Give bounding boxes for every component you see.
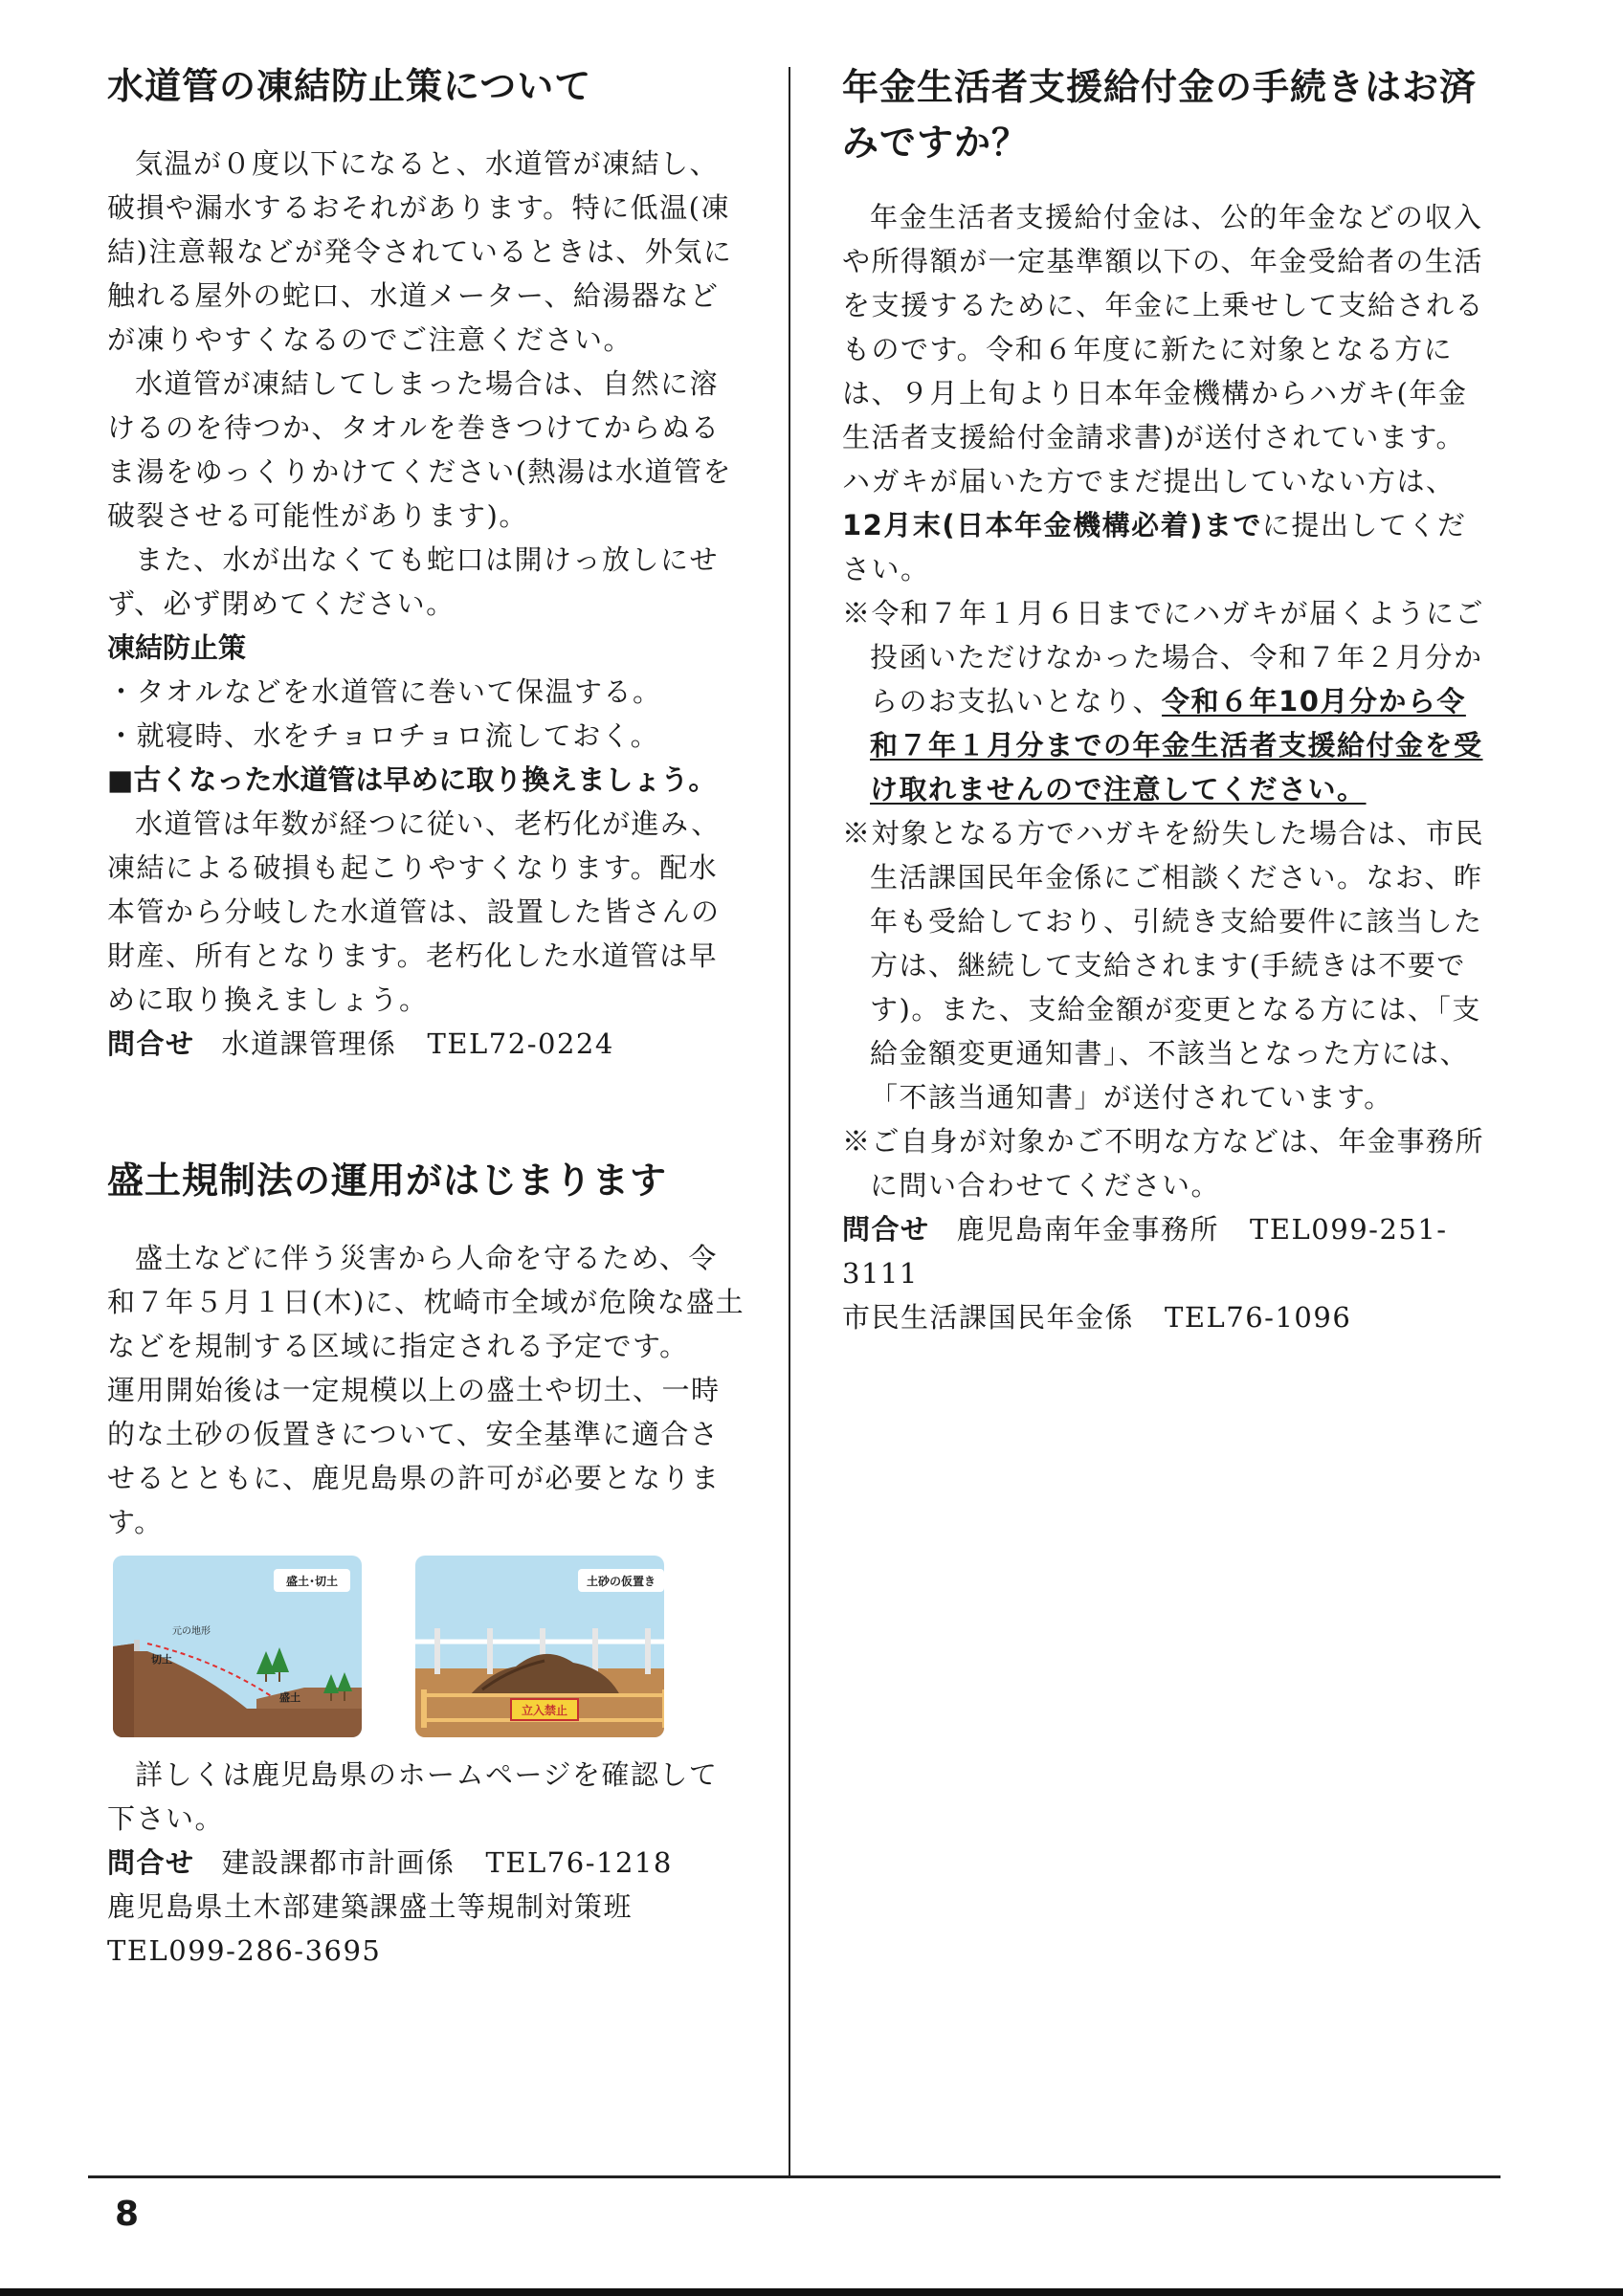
embankment-paragraph-2: 運用開始後は一定規模以上の盛土や切土、一時的な土砂の仮置きについて、安全基準に適合させるとともに、鹿児島県の許可が必要となります。	[107, 1374, 721, 1538]
pension-section	[842, 59, 1493, 1339]
contact-tel: TEL76-1218	[485, 1846, 673, 1879]
contact-label: 問合せ	[107, 1846, 195, 1879]
frozen-pipe-title: 水道管の凍結防止策について	[107, 65, 592, 107]
column-divider	[789, 67, 790, 2176]
pension-text: に提出してください。	[842, 509, 1467, 585]
fig1-badge: 盛土･切土	[285, 1575, 339, 1588]
contact-line-2: 鹿児島県土木部建築課盛土等規制対策班	[107, 1890, 634, 1923]
frozen-pipe-paragraph-2: 水道管が凍結してしまった場合は、自然に溶けるのを待つか、タオルを巻きつけてからぬるま湯をゆっくりかけてください(熱湯は水道管を破裂させる可能性があります)。	[107, 367, 733, 532]
replace-pipe-paragraph: 水道管は年数が経つに従い、老朽化が進み、凍結による破損も起こりやすくなります。配水本管から分岐した水道管は、設置した皆さんの財産、所有となります。老朽化した水道管は早めに取り換えましょう。	[107, 807, 721, 1016]
temporary-soil-illustration	[415, 1556, 664, 1737]
measure-item: ・タオルなどを水道管に巻いて保温する。	[107, 675, 662, 708]
embankment-section	[107, 1154, 746, 1973]
contact-tel-2: TEL099-286-3695	[107, 1934, 382, 1967]
contact-tel: TEL099-251-3111	[842, 1213, 1448, 1290]
pension-title: 年金生活者支援給付金の手続きはお済みですか？	[842, 66, 1478, 164]
replace-pipe-title: ■古くなった水道管は早めに取り換えましょう。	[107, 763, 717, 796]
pension-warning: 令和６年10月分から令和７年１月分までの年金生活者支援給付金を受け取れませんので注意してください。	[870, 685, 1483, 806]
contact-line	[842, 1207, 1493, 1295]
embankment-figures	[113, 1556, 746, 1737]
frozen-pipe-paragraph-3: また、水が出なくても蛇口は開けっ放しにせず、必ず閉めてください。	[107, 543, 720, 620]
embankment-title: 盛土規制法の運用がはじまります	[107, 1159, 668, 1202]
fig1-label-fill: 盛土	[279, 1691, 300, 1704]
pension-paragraph-1	[842, 195, 1493, 591]
fig2-sign: 立入禁止	[521, 1704, 568, 1717]
contact-line	[107, 1841, 746, 1885]
fig2-badge: 土砂の仮置き	[586, 1575, 656, 1588]
embankment-paragraph-3: 詳しくは鹿児島県のホームページを確認して下さい。	[107, 1758, 719, 1835]
contact-dept: 建設課都市計画係	[221, 1846, 456, 1879]
fig1-label-cut: 切土	[151, 1653, 172, 1666]
pension-note-2: ※対象となる方でハガキを紛失した場合は、市民生活課国民年金係にご相談ください。なお、昨年も受給しており、引続き支給要件に該当した方は、継続して支給されます(手続きは不要です)。また、支給金額が変更となる方には、「支給金額変更通知書」、不該当となった方には、「不該当通知書」が送付されています。	[842, 817, 1485, 1114]
fig1-label-ground: 元の地形	[172, 1626, 211, 1637]
contact-label: 問合せ	[107, 1027, 195, 1060]
right-column	[842, 59, 1493, 1339]
frozen-pipe-section	[107, 59, 746, 1066]
embankment-paragraph-1: 盛土などに伴う災害から人命を守るため、令和７年５月１日(木)に、枕崎市全域が危険な盛土などを規制する区域に指定される予定です。	[107, 1242, 745, 1362]
contact-label: 問合せ	[842, 1213, 930, 1246]
page-bottom-edge	[0, 2288, 1623, 2296]
pension-note-1	[842, 591, 1493, 811]
pension-deadline: 12月末(日本年金機構必着)まで	[842, 509, 1262, 541]
measure-item: ・就寝時、水をチョロチョロ流しておく。	[107, 719, 660, 752]
pension-text: 年金生活者支援給付金は、公的年金などの収入や所得額が一定基準額以下の、年金受給者の生活を支援するために、年金に上乗せして支給されるものです。令和６年度に新たに対象となる方には、９月上旬より日本年金機構からハガキ(年金生活者支援給付金請求書)が送付されています。ハガキが届いた方でまだ提出していない方は、	[842, 201, 1485, 497]
measures-title: 凍結防止策	[107, 631, 247, 664]
contact-line-2	[842, 1295, 1493, 1339]
frozen-pipe-paragraph-1: 気温が０度以下になると、水道管が凍結し、破損や漏水するおそれがあります。特に低温(凍結)注意報などが発令されているときは、外気に触れる屋外の蛇口、水道メーター、給湯器などが凍りやすくなるのでご注意ください。	[107, 147, 733, 356]
page-number: 8	[115, 2195, 140, 2234]
contact-dept: 水道課管理係	[221, 1027, 397, 1060]
left-column	[107, 59, 746, 1973]
pension-note-text: ※令和７年１月６日までにハガキが届くようにご投函いただけなかった場合、令和７年２月分からのお支払いとなり、	[842, 597, 1485, 718]
contact-dept-2: 市民生活課国民年金係	[842, 1301, 1135, 1334]
fill-cut-illustration	[113, 1556, 362, 1737]
contact-line	[107, 1022, 746, 1066]
pension-note-3: ※ご自身が対象かご不明な方などは、年金事務所に問い合わせてください。	[842, 1125, 1485, 1202]
contact-dept: 鹿児島南年金事務所	[956, 1213, 1220, 1246]
contact-tel: TEL72-0224	[427, 1027, 614, 1060]
contact-tel-2: TEL76-1096	[1165, 1301, 1352, 1334]
footer-rule	[88, 2175, 1501, 2178]
